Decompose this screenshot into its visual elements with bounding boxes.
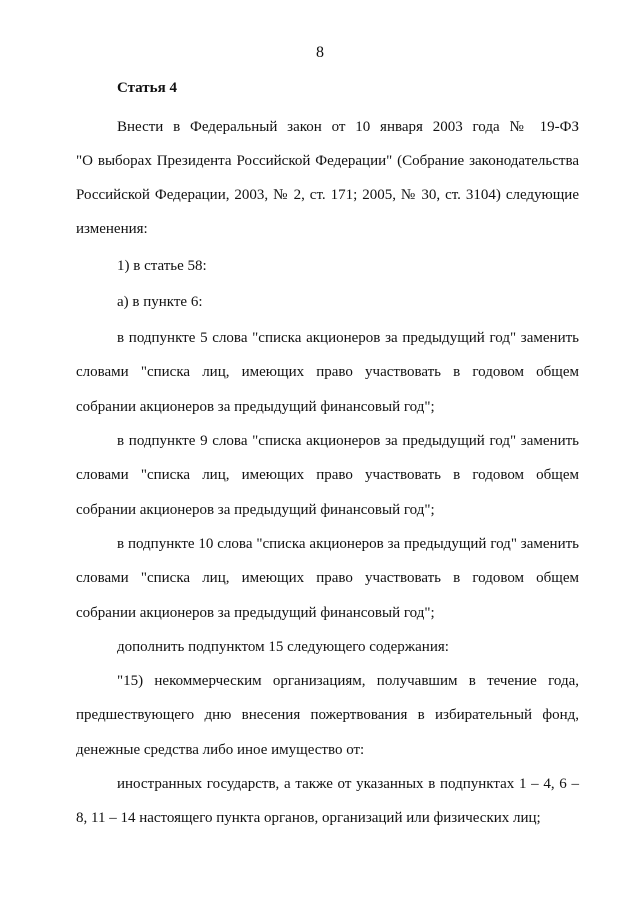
paragraph-line: предшествующего дню внесения пожертвования в избирательный фонд, [76, 707, 579, 723]
paragraph-line: собрании акционеров за предыдущий финансовый год"; [76, 605, 435, 621]
paragraph-line: собрании акционеров за предыдущий финансовый год"; [76, 399, 435, 415]
paragraph-line: словами "списка лиц, имеющих право участвовать в годовом общем [76, 467, 579, 483]
paragraph-line: иностранных государств, а также от указанных в подпунктах 1 – 4, 6 – [117, 776, 579, 792]
paragraph-line: "О выборах Президента Российской Федерации" (Собрание законодательства [76, 153, 579, 169]
paragraph-line: денежные средства либо иное имущество от: [76, 742, 365, 758]
paragraph-line: Внести в Федеральный закон от 10 января 2003 года № 19-ФЗ [117, 119, 579, 135]
list-item: 1) в статье 58: [117, 258, 207, 274]
page-number: 8 [316, 44, 324, 61]
paragraph-line: "15) некоммерческим организациям, получавшим в течение года, [117, 673, 579, 689]
paragraph-line: словами "списка лиц, имеющих право участвовать в годовом общем [76, 570, 579, 586]
paragraph-line: Российской Федерации, 2003, № 2, ст. 171; 2005, № 30, ст. 3104) следующие [76, 187, 579, 203]
article-title: Статья 4 [117, 80, 177, 96]
paragraph-line: в подпункте 5 слова "списка акционеров за предыдущий год" заменить [117, 330, 579, 346]
paragraph-line: в подпункте 10 слова "списка акционеров за предыдущий год" заменить [117, 536, 579, 552]
paragraph-line: собрании акционеров за предыдущий финансовый год"; [76, 502, 435, 518]
paragraph-line: 8, 11 – 14 настоящего пункта органов, организаций или физических лиц; [76, 810, 541, 826]
paragraph-line: дополнить подпунктом 15 следующего содержания: [117, 639, 449, 655]
list-item: а) в пункте 6: [117, 294, 203, 310]
paragraph-line: словами "списка лиц, имеющих право участвовать в годовом общем [76, 364, 579, 380]
paragraph-line: изменения: [76, 221, 148, 237]
paragraph-line: в подпункте 9 слова "списка акционеров за предыдущий год" заменить [117, 433, 579, 449]
